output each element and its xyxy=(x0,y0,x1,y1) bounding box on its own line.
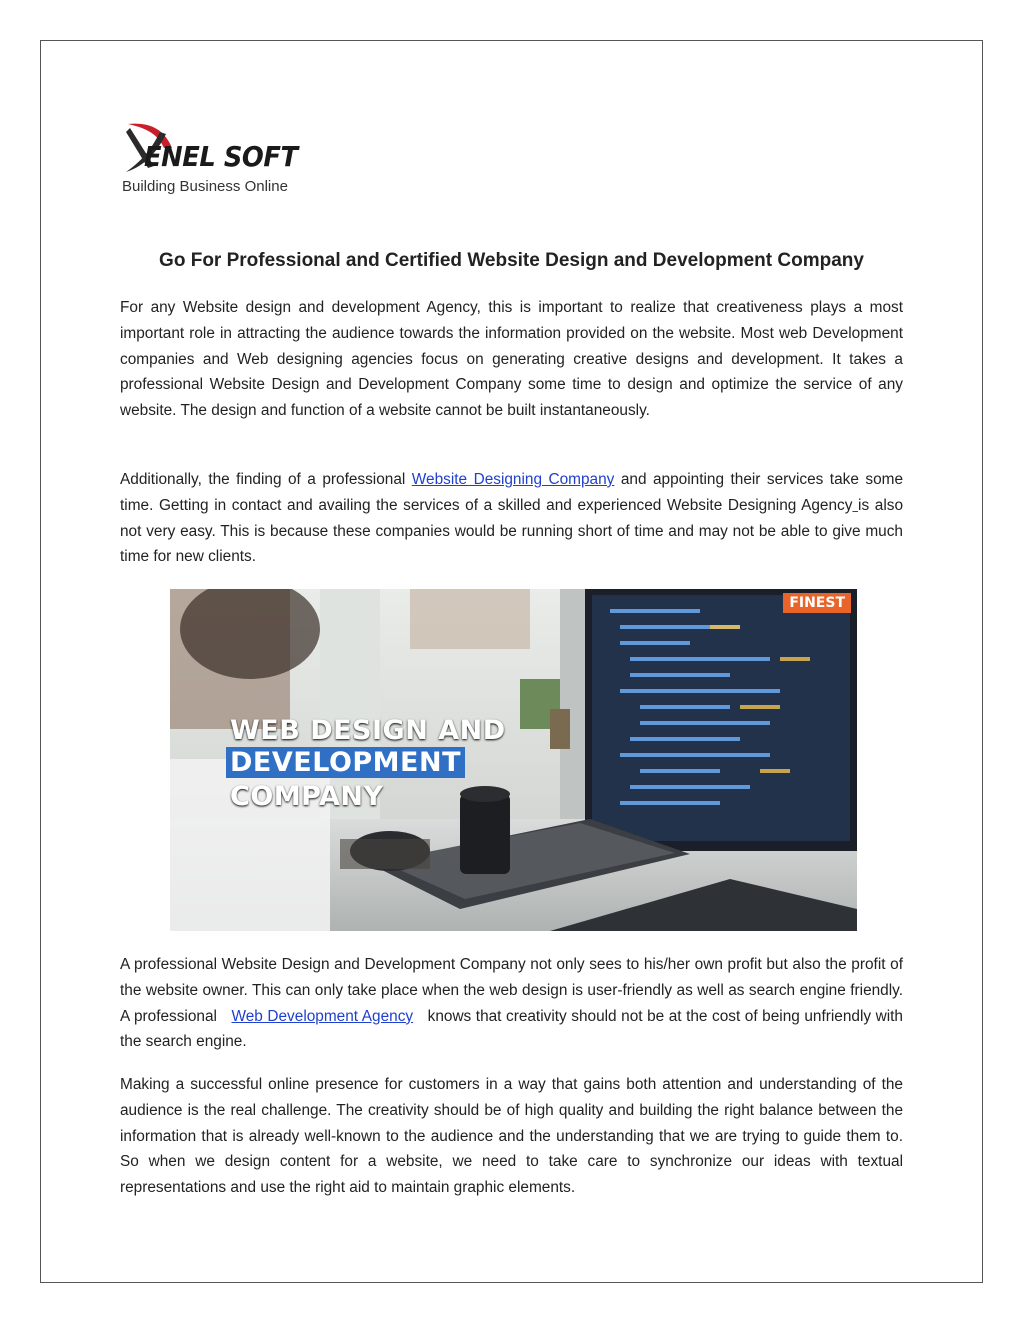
page-title: Go For Professional and Certified Website Design and Development Company xyxy=(159,250,864,271)
paragraph-text: A professional Website Design and Development Company not only sees to his/her own profit but also the profit of the website owner. This can only take place when the web design is user-friendly as well as search engine friendly. A professional xyxy=(120,956,903,1025)
paragraph-intro: For any Website design and development Agency, this is important to realize that creativeness plays a most important role in attracting the audience towards the information provided on the website. Most web Development companies and Web designing agencies focus on generating creative designs and development. It takes a professional Website Design and Development Company some time to design and optimize the service of any website. The design and function of a website cannot be built instantaneously. xyxy=(120,299,903,420)
finest-badge: FINEST xyxy=(783,593,851,613)
paragraph-finding xyxy=(120,467,903,570)
logo-brand-text: ENEL SOFT xyxy=(144,140,298,173)
paragraph-text: is also not very easy. This is because these companies would be running short of time and may not be able to give much time for new clients. xyxy=(120,496,904,566)
paragraph-text: Additionally, the finding of a professional xyxy=(120,471,412,488)
website-designing-company-link[interactable]: Website Designing Company xyxy=(411,471,615,488)
logo-tagline: Building Business Online xyxy=(122,178,288,195)
hero-headline-line3: COMPANY xyxy=(230,781,384,812)
paragraph-profit xyxy=(120,952,903,1055)
company-logo xyxy=(120,118,320,198)
paragraph-text: and appointing their services take some time. Getting in contact and availing the services of a skilled and experienced Website Designing Agency xyxy=(120,471,904,514)
hero-headline-line1: WEB DESIGN AND xyxy=(230,715,506,746)
web-development-agency-link[interactable]: Web Development Agency xyxy=(231,1007,414,1025)
paragraph-online-presence: Making a successful online presence for customers in a way that gains both attention and understanding of the audience is the real challenge. The creativity should be of high quality and building the right balance between the information that is already well-known to the audience and the understanding that we are trying to guide them to. So when we design content for a website, we need to take care to synchronize our ideas with textual representations and use the right aid to maintain graphic elements. xyxy=(120,1076,903,1197)
hero-image xyxy=(170,589,857,931)
paragraph-text: knows that creativity should not be at the cost of being unfriendly with the search engine. xyxy=(120,1007,903,1051)
hero-headline-line2: DEVELOPMENT xyxy=(226,747,465,778)
